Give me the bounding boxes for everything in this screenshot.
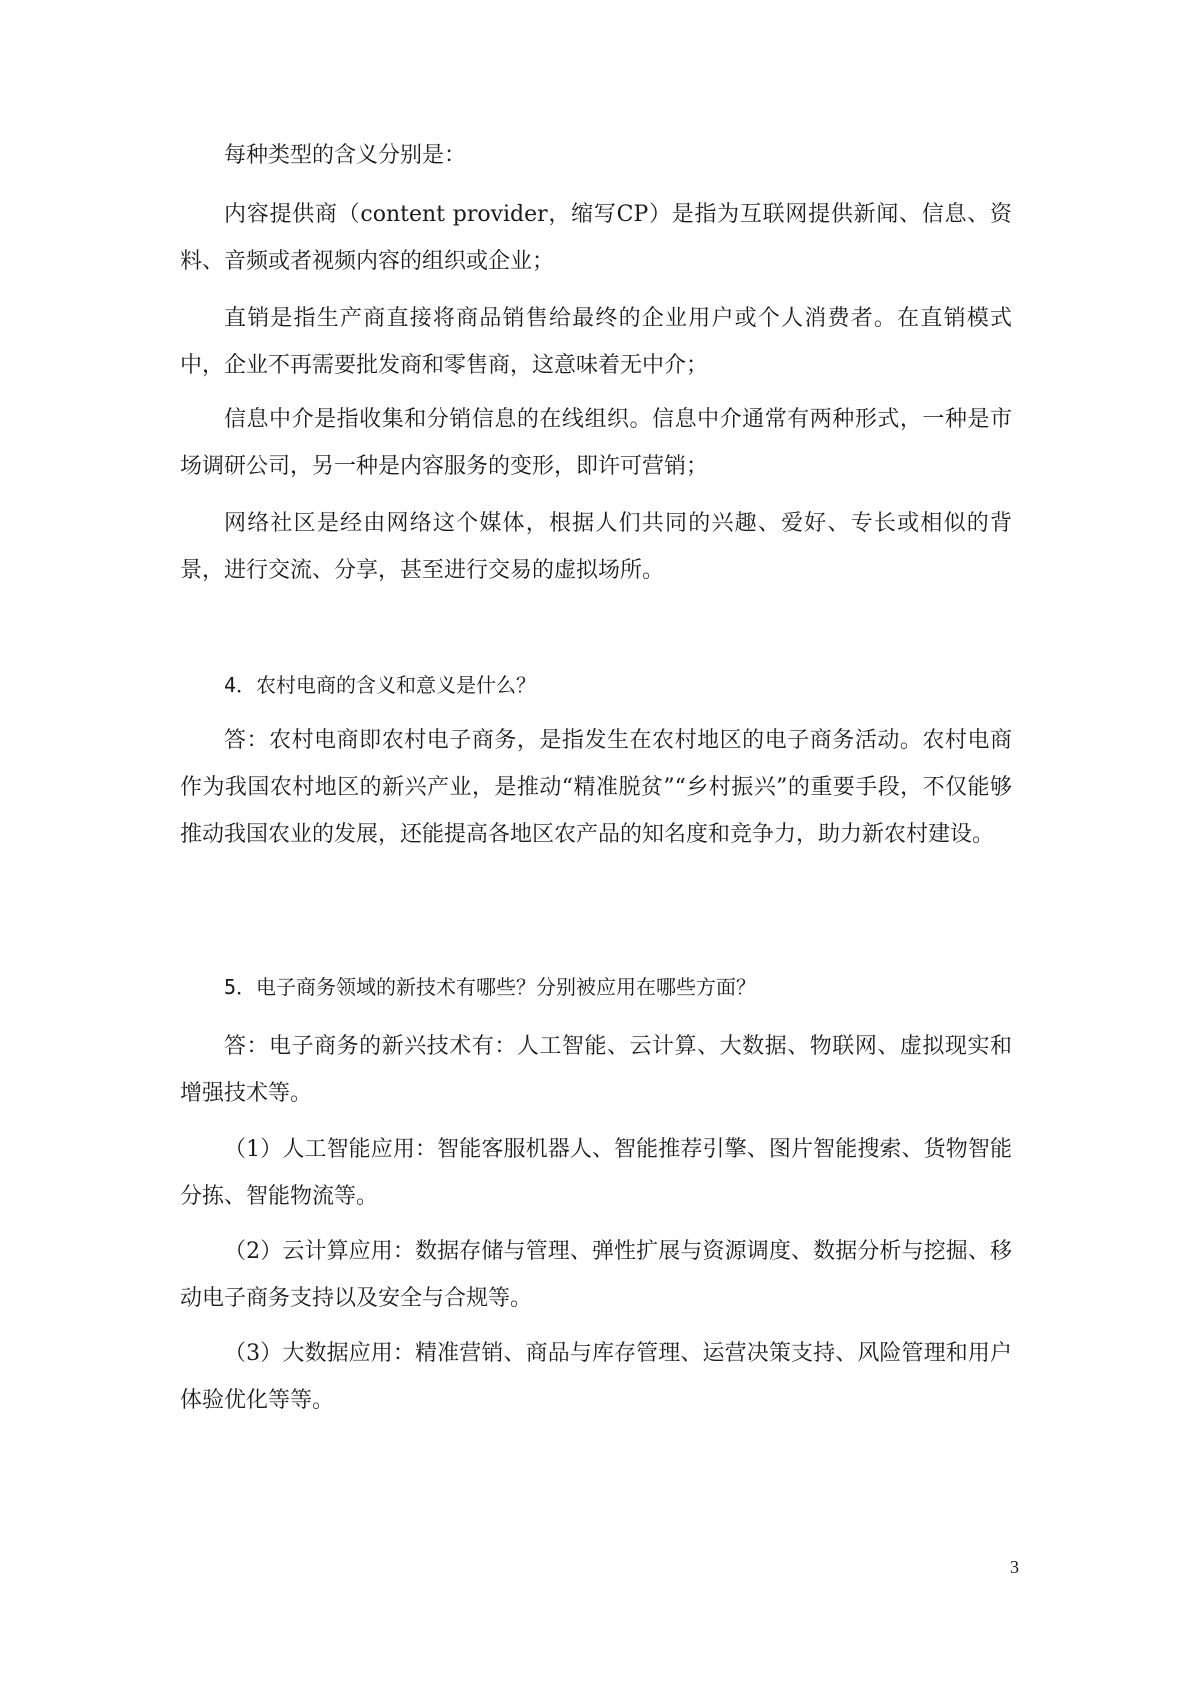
- answer-5: 答：电子商务的新兴技术有：人工智能、云计算、大数据、物联网、虚拟现实和增强技术等。: [180, 1034, 1012, 1106]
- answer-4: 答：农村电商即农村电子商务，是指发生在农村地区的电子商务活动。农村电商作为我国农村地区的新兴产业，是推动“精准脱贫”“乡村振兴”的重要手段，不仅能够推动我国农业的发展，还能提高各地区农产品的知名度和竞争力，助力新农村建设。: [180, 728, 1012, 847]
- paragraph-info-broker: 信息中介是指收集和分销信息的在线组织。信息中介通常有两种形式，一种是市场调研公司，另一种是内容服务的变形，即许可营销；: [180, 407, 1012, 479]
- answer-5-item-3: （3）大数据应用：精准营销、商品与库存管理、运营决策支持、风险管理和用户体验优化等等。: [180, 1341, 1012, 1413]
- document-page: [180, 0, 1012, 1684]
- answer-5-item-2: （2）云计算应用：数据存储与管理、弹性扩展与资源调度、数据分析与挖掘、移动电子商务支持以及安全与合规等。: [180, 1239, 1012, 1311]
- paragraph-intro: 每种类型的含义分别是：: [224, 143, 467, 168]
- paragraph-online-community: 网络社区是经由网络这个媒体，根据人们共同的兴趣、爱好、专长或相似的背景，进行交流、分享，甚至进行交易的虚拟场所。: [180, 511, 1012, 583]
- question-4: 4．农村电商的含义和意义是什么？: [224, 673, 537, 697]
- page-number: 3: [1010, 1557, 1019, 1577]
- paragraph-content-provider: 内容提供商（content provider，缩写CP）是指为互联网提供新闻、信息、资料、音频或者视频内容的组织或企业；: [180, 202, 1012, 274]
- answer-5-item-1: （1）人工智能应用：智能客服机器人、智能推荐引擎、图片智能搜索、货物智能分拣、智能物流等。: [180, 1137, 1012, 1209]
- question-5: 5．电子商务领域的新技术有哪些？分别被应用在哪些方面？: [224, 975, 757, 999]
- paragraph-direct-sales: 直销是指生产商直接将商品销售给最终的企业用户或个人消费者。在直销模式中，企业不再需要批发商和零售商，这意味着无中介；: [180, 306, 1012, 378]
